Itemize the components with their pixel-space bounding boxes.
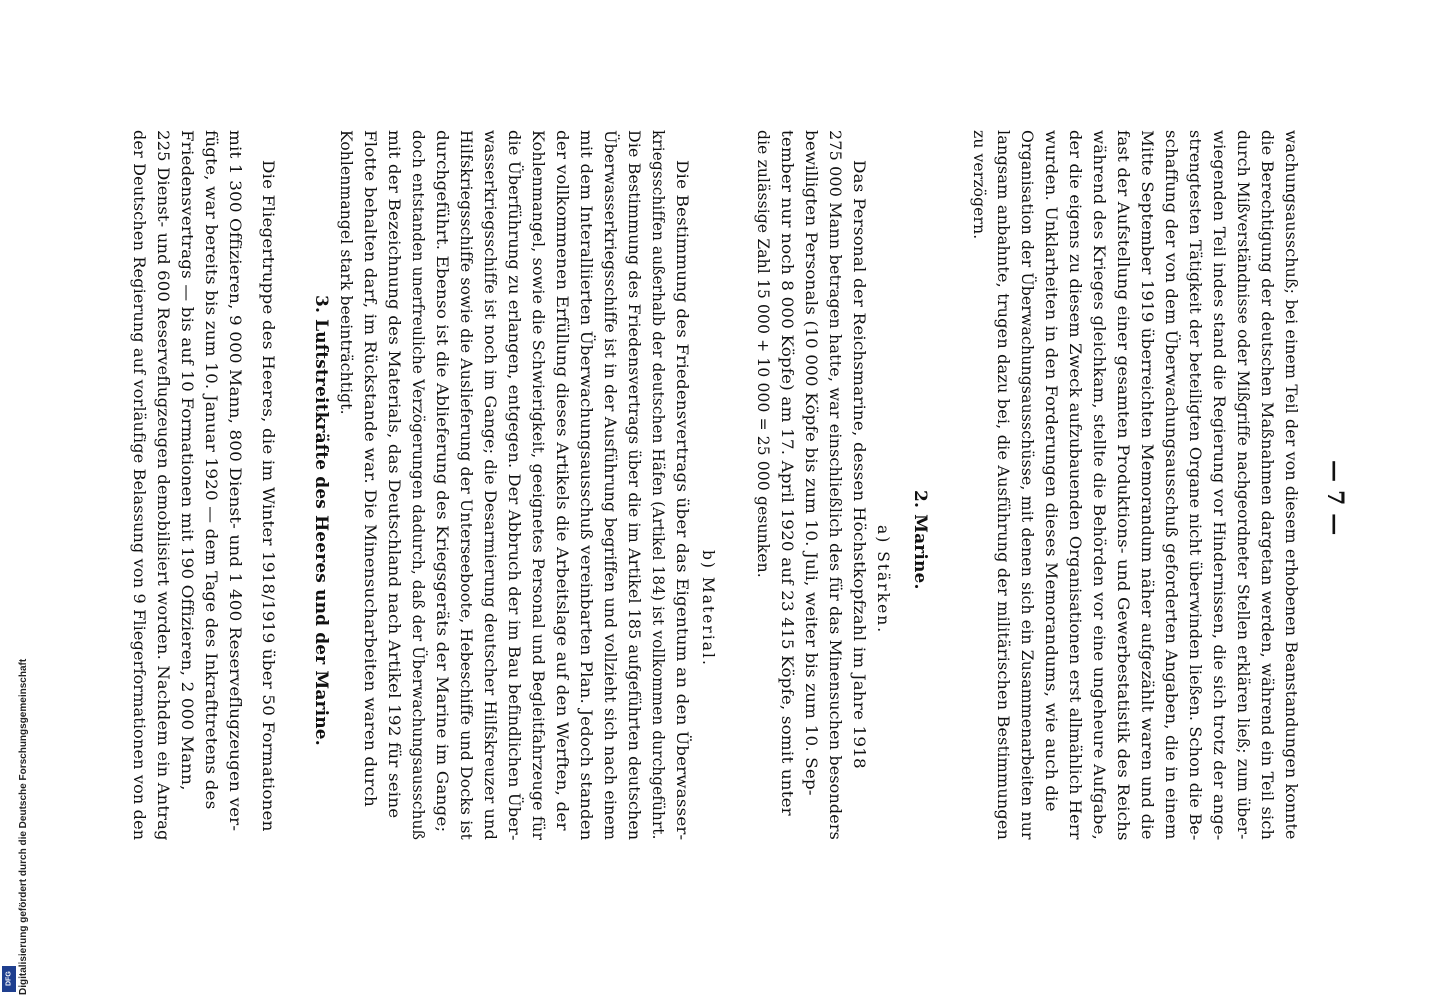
text-line: schaffung der von dem Überwachungsausschuß geforderten Angaben, die in einem: [1162, 130, 1180, 840]
text-line: die Berechtigung der deutschen Maßnahmen dargetan werden, während ein Teil sich: [1258, 130, 1276, 840]
text-line: die Überführung zu erlangen, entgegen. Der Abbruch der im Bau befindlichen Über-: [505, 130, 523, 841]
subsection-heading: b) Material.: [699, 550, 717, 667]
text-line: Kohlenmangel, sowie die Schwierigkeit, geeignetes Personal und Begleitfahrzeuge für: [529, 130, 547, 841]
text-line: durch Mißverständnisse oder Mißgriffe nachgeordneter Stellen erklären ließ; zum über-: [1234, 130, 1252, 840]
text-line: Hilfskriegsschiffe sowie die Auslieferung der Unterseeboote, Hebeschiffe und Docks ist: [457, 130, 475, 840]
text-line: wachungsausschuß; bei einem Teil der von diesem erhobenen Beanstandungen konnte: [1282, 130, 1300, 840]
text-line: tember nur noch 8 000 Köpfe) am 17. April 1920 auf 23 415 Köpfe, somit unter: [778, 130, 796, 816]
text-line: doch entstanden unerfreuliche Verzögerungen dadurch, daß der Überwachungsausschuß: [409, 130, 427, 841]
text-line: Mitte September 1919 überreichten Memorandum näher aufgezählt waren und die: [1138, 130, 1156, 840]
text-line: wasserkriegsschiffe ist noch im Gange; die Desarmierung deutscher Hilfskreuzer und: [481, 130, 499, 840]
text-line: wurden. Unklarheiten in den Forderungen dieses Memorandums, wie auch die: [1042, 130, 1060, 812]
text-line: 275 000 Mann betragen hatte, war einschließlich des für das Minensuchen besonders: [826, 130, 844, 840]
text-line: mit dem Interalliierten Überwachungsausschuß vereinbarten Plan. Jedoch standen: [577, 130, 595, 841]
text-line: 225 Dienst- und 600 Reserveflugzeugen demobilisiert worden. Nachdem ein Antrag: [154, 130, 172, 841]
text-line: die zulässige Zahl 15 000 + 10 000 = 25 000 gesunken.: [754, 130, 772, 578]
text-line: Die Fliegertruppe des Heeres, die im Winter 1918/1919 über 50 Formationen: [259, 160, 277, 832]
text-line: Die Bestimmung des Friedensvertrags über das Eigentum an den Überwasser-: [673, 160, 691, 841]
text-line: bewilligten Personals (10 000 Köpfe bis zum 10. Juli, weiter bis zum 10. Sep-: [802, 130, 820, 796]
text-line: Kohlenmangel stark beeinträchtigt.: [337, 130, 355, 415]
rotated-document-page: [100, 130, 1348, 841]
text-line: Das Personal der Reichsmarine, dessen Höchstkopfzahl im Jahre 1918: [850, 160, 868, 769]
text-line: zu verzögern.: [970, 130, 988, 240]
text-line: langsam anbahnte, trugen dazu bei, die Ausführung der militärischen Bestimmungen: [994, 130, 1012, 841]
text-line: mit der Bezeichnung des Materials, das Deutschland nach Artikel 192 für seine: [385, 130, 403, 819]
subsection-heading: a) Stärken.: [874, 525, 892, 635]
text-line: fast der Aufstellung einer gesamten Produktions- und Gewerbestatistik des Reichs: [1114, 130, 1132, 841]
digitization-credit: Digitalisierung gefördert durch die Deutsche Forschungsgemeinschaft: [18, 658, 29, 995]
section-heading: 3. Luftstreitkräfte des Heeres und der Marine.: [311, 295, 331, 746]
text-line: strengtesten Tätigkeit der beteiligten Organe nicht überwinden ließen. Schon die Be-: [1186, 130, 1204, 841]
text-line: Flotte behalten darf, im Rückstande war. Die Minensucharbeiten waren durch: [361, 130, 379, 807]
text-line: Organisation der Überwachungsausschüsse, mit denen sich ein Zusammenarbeiten nur: [1018, 130, 1036, 840]
section-heading: 2. Marine.: [910, 490, 930, 590]
text-line: während des Krieges gleichkam, stellte die Behörden vor eine ungeheure Aufgabe,: [1090, 130, 1108, 840]
text-line: Friedensvertrags — bis auf 10 Formationen mit 190 Offizieren, 2 000 Mann,: [178, 130, 196, 791]
text-line: fügte, war bereits bis zum 10. Januar 1920 — dem Tage des Inkrafttretens des: [202, 130, 220, 810]
text-line: durchgeführt. Ebenso ist die Ablieferung des Kriegsgeräts der Marine im Gange;: [433, 130, 451, 833]
text-line: der Deutschen Regierung auf vorläufige Belassung von 9 Fliegerformationen von den: [130, 130, 148, 841]
text-line: der vollkommenen Erfüllung dieses Artikels die Arbeitslage auf den Werften, der: [553, 130, 571, 831]
text-line: Überwasserkriegsschiffe ist in der Ausführung begriffen und vollzieht sich nach einem: [601, 130, 619, 841]
text-line: kriegsschiffen außerhalb der deutschen Häfen (Artikel 184) ist vollkommen durchgeführt.: [649, 130, 667, 840]
text-line: der die eigens zu diesem Zweck aufzubauenden Organisationen erst allmählich Herr: [1066, 130, 1084, 840]
text-line: mit 1 300 Offizieren, 9 000 Mann, 800 Dienst- und 1 400 Reserveflugzeugen ver-: [226, 130, 244, 832]
text-line: Die Bestimmung des Friedensvertrags über die im Artikel 185 aufgeführten deutschen: [625, 130, 643, 841]
text-line: wiegenden Teil indes stand die Regierung vor Hindernissen, die sich trotz der ange-: [1210, 130, 1228, 841]
page-number: — 7 —: [1322, 460, 1348, 536]
dfg-logo-icon: DFG: [2, 966, 16, 992]
